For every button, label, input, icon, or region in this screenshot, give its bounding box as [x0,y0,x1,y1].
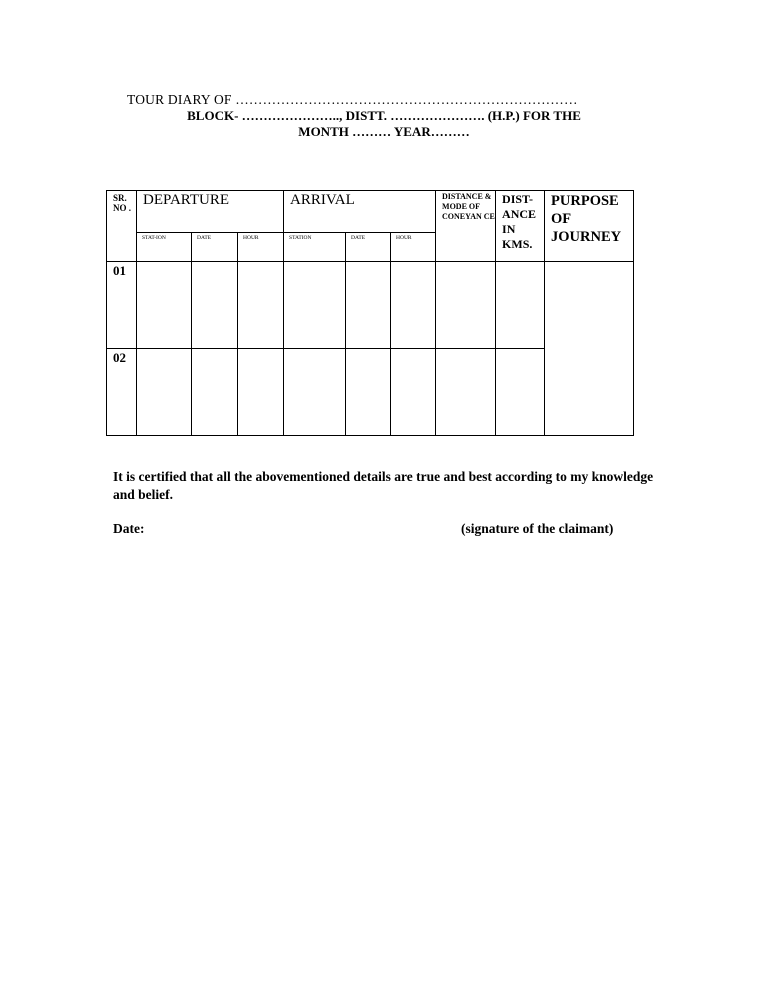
signature-label: (signature of the claimant) [461,521,614,536]
arrival-date-header: DATE [346,233,391,262]
row-number: 02 [107,349,137,436]
distance-mode-header: DISTANCE & MODE OF CONEYAN CE [436,191,496,262]
purpose-header: PURPOSE OF JOURNEY [545,191,634,262]
row-number: 01 [107,262,137,349]
header-line-3: MONTH ……… YEAR……… [298,124,470,139]
arrival-station-cell [284,349,346,436]
table-row [107,262,634,349]
departure-date-cell [192,349,238,436]
certification-text: It is certified that all the abovementioned details are true and best according to my knowledge and belief. [113,469,654,502]
distance-kms-header: DIST- ANCE IN KMS. [496,191,545,262]
departure-date-cell [192,262,238,349]
purpose-cell [545,262,634,436]
departure-hour-cell [238,262,284,349]
departure-hour-header: HOUR [238,233,284,262]
header-line-2: BLOCK- ………………….., DISTT. …………………. (H.P.) FOR THE [187,108,581,123]
distance-mode-cell [436,262,496,349]
arrival-hour-header: HOUR [391,233,436,262]
distance-mode-cell [436,349,496,436]
tour-diary-table [106,190,634,436]
departure-hour-cell [238,349,284,436]
header-line-1: TOUR DIARY OF ………………………………………………………………… [127,92,578,107]
distance-kms-cell [496,262,545,349]
departure-station-header: STAT-ION [137,233,192,262]
arrival-hour-cell [391,349,436,436]
departure-date-header: DATE [192,233,238,262]
arrival-station-header: STATION [284,233,346,262]
arrival-hour-cell [391,262,436,349]
date-label: Date: [113,521,145,536]
sr-no-header: SR. NO . [107,191,137,262]
distance-kms-cell [496,349,545,436]
departure-station-cell [137,349,192,436]
arrival-header: ARRIVAL [284,191,436,233]
arrival-date-cell [346,262,391,349]
departure-header: DEPARTURE [137,191,284,233]
arrival-station-cell [284,262,346,349]
departure-station-cell [137,262,192,349]
arrival-date-cell [346,349,391,436]
